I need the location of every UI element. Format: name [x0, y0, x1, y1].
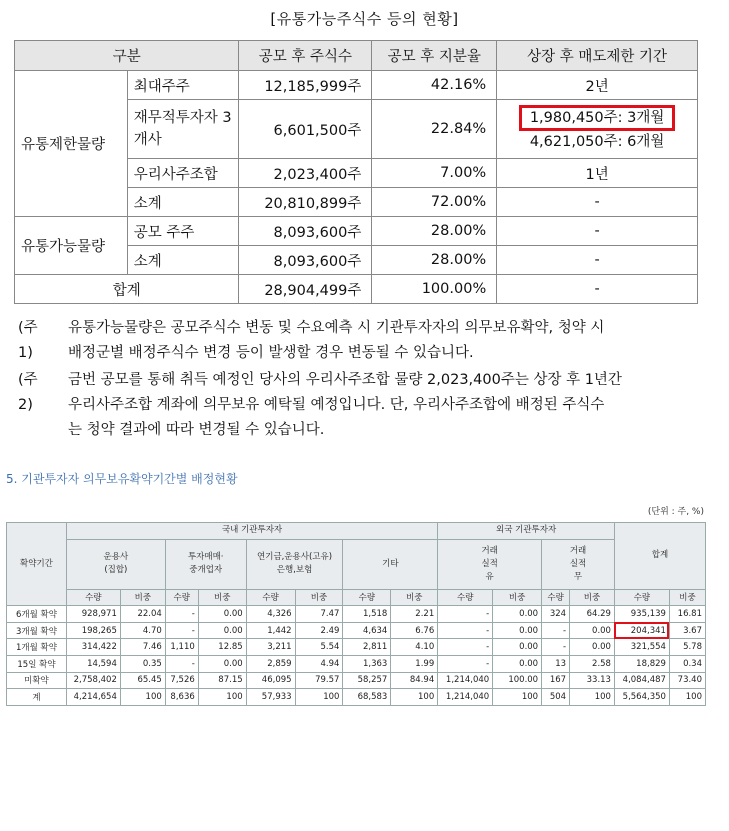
row-label: 소계: [127, 188, 239, 217]
table-row: [15, 217, 698, 246]
header-with-record: 거래 실적 유: [438, 539, 542, 589]
cell-pct: 0.34: [669, 655, 705, 672]
header-qty: 수량: [246, 589, 295, 606]
cell-pct: 7.46: [120, 639, 165, 656]
header-pension: 연기금,운용사(고유) 은행,보험: [246, 539, 343, 589]
cell-pct: 84.94: [391, 672, 438, 689]
cell-qty: 3,211: [246, 639, 295, 656]
cell-pct: 100: [493, 689, 542, 706]
note-1: [18, 316, 718, 366]
cell-qty: -: [438, 622, 493, 639]
cell-period: -: [497, 246, 698, 275]
header-pct: 비중: [669, 589, 705, 606]
header-qty: 수량: [66, 589, 120, 606]
note-2: [18, 368, 718, 443]
cell-qty: 928,971: [66, 606, 120, 623]
cell-shares: 12,185,999주: [239, 71, 372, 100]
cell-qty: -: [165, 622, 198, 639]
header-lockup: 상장 후 매도제한 기간: [497, 41, 698, 71]
group-restricted: 유통제한물량: [15, 71, 128, 217]
cell-pct: 4.70: [120, 622, 165, 639]
cell-pct: 0.00: [570, 639, 615, 656]
note-text: 금번 공모를 통해 취득 예정인 당사의 우리사주조합 물량 2,023,400주는 상장 후 1년간: [68, 372, 622, 388]
cell-pct: 4.94: [295, 655, 343, 672]
cell-ratio: 42.16%: [372, 71, 497, 100]
section-title: 5. 기관투자자 의무보유확약기간별 배정현황: [6, 472, 238, 486]
cell-pct: 87.15: [198, 672, 246, 689]
cell-pct: 0.00: [198, 622, 246, 639]
header-asset-mgr: 운용사 (집합): [66, 539, 165, 589]
row-label: 소계: [127, 246, 239, 275]
header-shares: 공모 후 주식수: [239, 41, 372, 71]
cell-pct: 3.67: [669, 622, 705, 639]
row-label: 재무적투자자 3개사: [127, 100, 239, 159]
lockup-allocation-table: [6, 522, 706, 706]
cell-qty: -: [165, 606, 198, 623]
cell-qty: 46,095: [246, 672, 295, 689]
cell-pct: 0.00: [493, 606, 542, 623]
cell-shares: 8,093,600주: [239, 217, 372, 246]
note-mark: 1): [18, 345, 33, 361]
cell-qty: 324: [542, 606, 570, 623]
header-no-record: 거래 실적 무: [542, 539, 615, 589]
table-row: [7, 689, 706, 706]
cell-qty: 14,594: [66, 655, 120, 672]
cell-pct: 0.00: [493, 622, 542, 639]
row-label: 최대주주: [127, 71, 239, 100]
header-qty: 수량: [165, 589, 198, 606]
cell-qty: -: [542, 622, 570, 639]
header-qty: 수량: [542, 589, 570, 606]
cell-qty: 1,518: [343, 606, 391, 623]
cell-pct: 5.78: [669, 639, 705, 656]
note-text: 우리사주조합 계좌에 의무보유 예탁될 예정입니다. 단, 우리사주조합에 배정된 주식수: [68, 397, 605, 413]
cell-qty: 8,636: [165, 689, 198, 706]
unit-label: (단위 : 주, %): [647, 507, 704, 517]
cell-shares: 8,093,600주: [239, 246, 372, 275]
table-row: [15, 71, 698, 100]
cell-qty: 198,265: [66, 622, 120, 639]
period-b: 4,621,050주: 6개월: [529, 134, 665, 150]
highlight-box: 1,980,450주: 3개월: [519, 105, 676, 131]
cell-qty: 1,442: [246, 622, 295, 639]
header-pct: 비중: [391, 589, 438, 606]
cell-ratio: 22.84%: [372, 100, 497, 159]
float-shares-table: [14, 40, 698, 304]
cell-qty: 4,634: [343, 622, 391, 639]
cell-period: -: [497, 188, 698, 217]
cell-qty: 4,326: [246, 606, 295, 623]
cell-period: [497, 100, 698, 159]
cell-qty: 1,214,040: [438, 672, 493, 689]
cell-pct: 79.57: [295, 672, 343, 689]
row-label: 1개월 확약: [7, 639, 67, 656]
cell-qty: 2,811: [343, 639, 391, 656]
cell-qty: 1,110: [165, 639, 198, 656]
cell-qty: 321,554: [614, 639, 669, 656]
cell-qty: -: [165, 655, 198, 672]
note-mark: (주: [18, 320, 38, 336]
cell-qty: 314,422: [66, 639, 120, 656]
cell-qty: -: [542, 639, 570, 656]
row-label-total: 합계: [15, 275, 239, 304]
cell-pct: 100: [669, 689, 705, 706]
cell-pct: 100: [570, 689, 615, 706]
cell-qty: 935,139: [614, 606, 669, 623]
cell-pct: 100: [198, 689, 246, 706]
cell-pct: 0.00: [198, 606, 246, 623]
note-text: 는 청약 결과에 따라 변경될 수 있습니다.: [68, 422, 325, 438]
cell-period: -: [497, 217, 698, 246]
cell-period: 1년: [497, 159, 698, 188]
header-qty: 수량: [438, 589, 493, 606]
note-text: 배정군별 배정주식수 변경 등이 발생할 경우 변동될 수 있습니다.: [68, 345, 474, 361]
cell-qty: 13: [542, 655, 570, 672]
cell-qty: 18,829: [614, 655, 669, 672]
table-row: [7, 672, 706, 689]
cell-pct: 33.13: [570, 672, 615, 689]
row-label: 3개월 확약: [7, 622, 67, 639]
cell-period: 2년: [497, 71, 698, 100]
cell-qty: 5,564,350: [614, 689, 669, 706]
row-label: 우리사주조합: [127, 159, 239, 188]
cell-pct: 22.04: [120, 606, 165, 623]
cell-pct: 2.21: [391, 606, 438, 623]
cell-pct: 0.35: [120, 655, 165, 672]
table-row: [7, 606, 706, 623]
cell-qty: 7,526: [165, 672, 198, 689]
note-mark: 2): [18, 397, 33, 413]
cell-qty: 57,933: [246, 689, 295, 706]
cell-pct: 0.00: [570, 622, 615, 639]
cell-shares: 20,810,899주: [239, 188, 372, 217]
header-category: 구분: [15, 41, 239, 71]
cell-qty: 504: [542, 689, 570, 706]
cell-ratio: 28.00%: [372, 246, 497, 275]
cell-pct: 73.40: [669, 672, 705, 689]
cell-qty: 4,214,654: [66, 689, 120, 706]
header-pct: 비중: [120, 589, 165, 606]
cell-ratio: 28.00%: [372, 217, 497, 246]
header-ratio: 공모 후 지분율: [372, 41, 497, 71]
cell-ratio: 72.00%: [372, 188, 497, 217]
cell-pct: 16.81: [669, 606, 705, 623]
cell-qty: 4,084,487: [614, 672, 669, 689]
row-label: 공모 주주: [127, 217, 239, 246]
cell-qty: 68,583: [343, 689, 391, 706]
row-label: 15일 확약: [7, 655, 67, 672]
header-pct: 비중: [570, 589, 615, 606]
note-mark: (주: [18, 372, 38, 388]
cell-qty: 1,214,040: [438, 689, 493, 706]
header-pct: 비중: [493, 589, 542, 606]
cell-pct: 0.00: [198, 655, 246, 672]
cell-qty: -: [438, 639, 493, 656]
cell-pct: 100: [295, 689, 343, 706]
row-label: 계: [7, 689, 67, 706]
header-pct: 비중: [198, 589, 246, 606]
cell-ratio: 7.00%: [372, 159, 497, 188]
cell-period: -: [497, 275, 698, 304]
cell-qty: 167: [542, 672, 570, 689]
header-total: 합계: [614, 523, 705, 590]
cell-pct: 0.00: [493, 655, 542, 672]
cell-pct: 6.76: [391, 622, 438, 639]
cell-pct: 65.45: [120, 672, 165, 689]
table-row-total: [15, 275, 698, 304]
header-qty: 수량: [343, 589, 391, 606]
cell-shares: 28,904,499주: [239, 275, 372, 304]
header-broker: 투자매매· 중개업자: [165, 539, 246, 589]
table1-title: [유통가능주식수 등의 현황]: [270, 10, 459, 28]
cell-pct: 2.49: [295, 622, 343, 639]
cell-pct: 4.10: [391, 639, 438, 656]
header-pct: 비중: [295, 589, 343, 606]
cell-qty: 204,341: [614, 622, 669, 639]
cell-pct: 0.00: [493, 639, 542, 656]
header-etc: 기타: [343, 539, 438, 589]
cell-qty: 1,363: [343, 655, 391, 672]
cell-pct: 2.58: [570, 655, 615, 672]
header-domestic: 국내 기관투자자: [66, 523, 437, 540]
cell-qty: 2,758,402: [66, 672, 120, 689]
cell-pct: 100.00: [493, 672, 542, 689]
cell-qty: -: [438, 655, 493, 672]
cell-qty: 2,859: [246, 655, 295, 672]
table-row: [7, 639, 706, 656]
cell-shares: 2,023,400주: [239, 159, 372, 188]
header-period: 확약기간: [7, 523, 67, 606]
header-qty: 수량: [614, 589, 669, 606]
cell-pct: 12.85: [198, 639, 246, 656]
table-row: [7, 622, 706, 639]
cell-pct: 100: [391, 689, 438, 706]
cell-pct: 64.29: [570, 606, 615, 623]
cell-ratio: 100.00%: [372, 275, 497, 304]
cell-pct: 1.99: [391, 655, 438, 672]
table-row: [7, 655, 706, 672]
note-text: 유통가능물량은 공모주식수 변동 및 수요예측 시 기관투자자의 의무보유확약, 청약 시: [68, 320, 605, 336]
cell-pct: 5.54: [295, 639, 343, 656]
row-label: 6개월 확약: [7, 606, 67, 623]
cell-pct: 7.47: [295, 606, 343, 623]
cell-qty: -: [438, 606, 493, 623]
header-foreign: 외국 기관투자자: [438, 523, 615, 540]
cell-shares: 6,601,500주: [239, 100, 372, 159]
row-label: 미확약: [7, 672, 67, 689]
cell-qty: 58,257: [343, 672, 391, 689]
group-tradable: 유통가능물량: [15, 217, 128, 275]
cell-pct: 100: [120, 689, 165, 706]
